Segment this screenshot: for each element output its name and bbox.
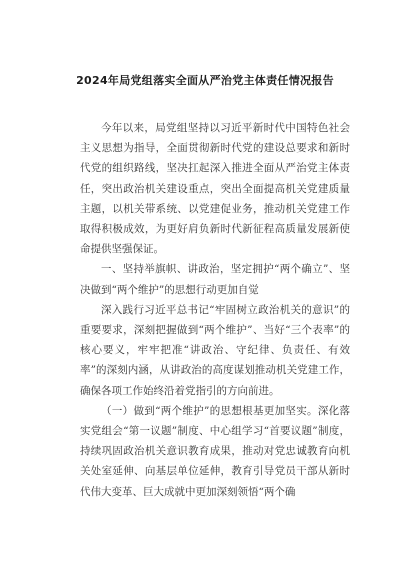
paragraph-section-one: 深入践行习近平总书记“牢固树立政治机关的意识”的重要要求，深刻把握做到“两个维护”、当好“三个表率”的核心要义，牢牢把准“讲政治、守纪律、负责任、有效率”的深刻内涵，从讲政治的高度谋划推动机关党建工作，确保各项工作始终沿着党指引的方向前进。 — [80, 303, 350, 397]
paragraph-subsection-one: （一）做到“两个维护”的思想根基更加坚实。深化落实党组会“第一议题”制度、中心组学习“首要议题”制度，持续巩固政治机关意识教育成果，推动对党忠诚教育向机关处室延伸、向基层单位延伸，教育引导党员干部从新时代伟大变革、巨大成就中更加深刻领悟“两个确 — [80, 404, 350, 498]
document-body — [80, 118, 350, 502]
section-heading-one: 一、坚持举旗帜、讲政治，坚定拥护“两个确立”、坚决做到“两个维护”的思想行动更加自觉 — [80, 263, 350, 296]
document-title: 2024年局党组落实全面从严治党主体责任情况报告 — [76, 74, 334, 87]
paragraph-intro: 今年以来，局党组坚持以习近平新时代中国特色社会主义思想为指导，全面贯彻新时代党的建设总要求和新时代党的组织路线，坚决扛起深入推进全面从严治党主体责任，突出政治机关建设重点，突出全面提高机关党建质量主题，以机关带系统、以党建促业务，推动机关党建工作取得积极成效，为更好肩负新时代新征程高质量发展新使命提供坚强保证。 — [80, 122, 350, 256]
